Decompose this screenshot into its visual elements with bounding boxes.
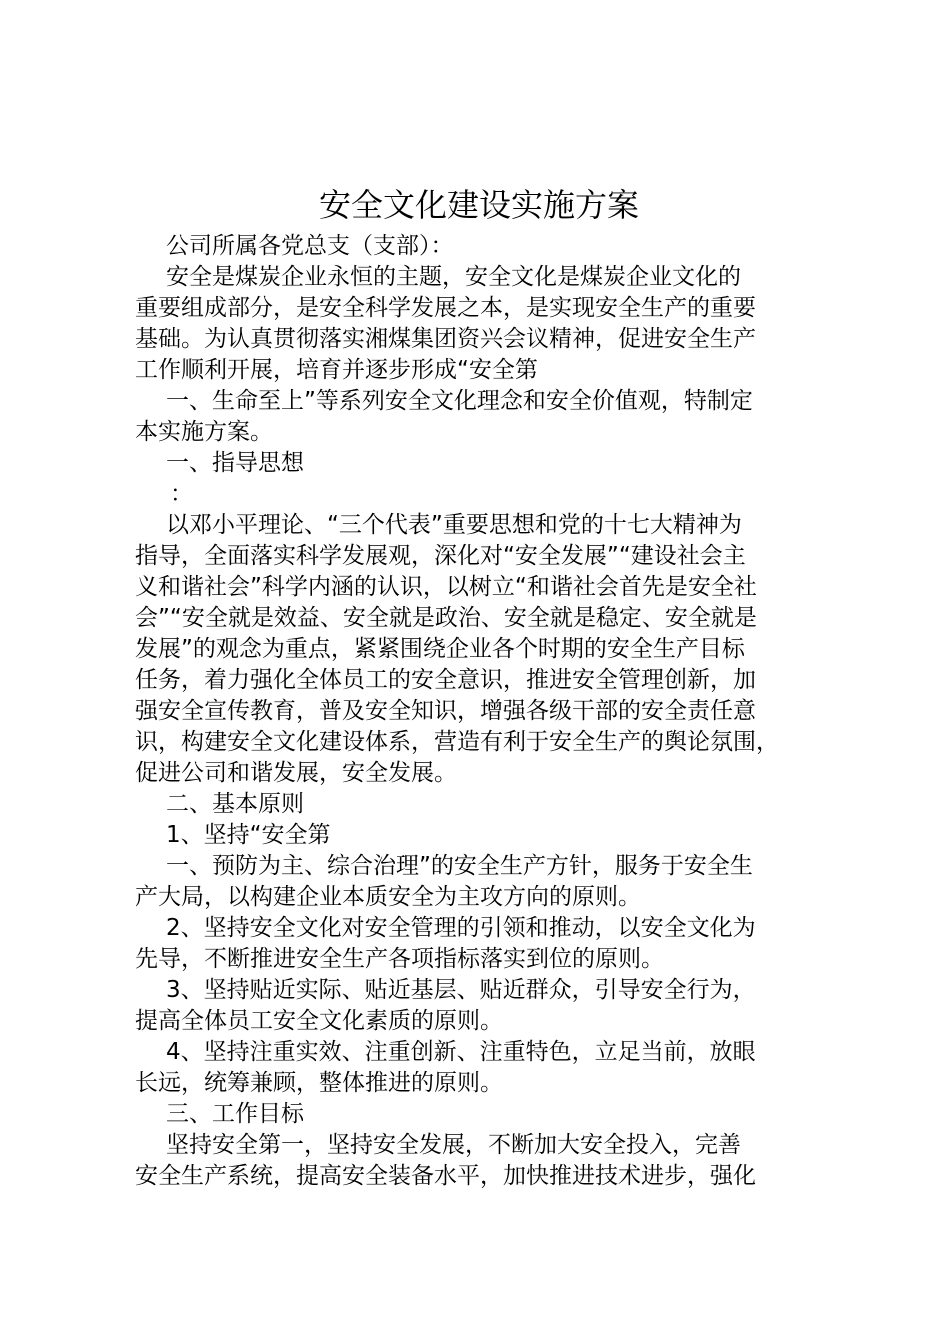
text-line: 以邓小平理论、“三个代表”重要思想和党的十七大精神为 [166,512,742,538]
section-heading: 三、工作目标 [166,1101,304,1127]
text-line: 义和谐社会”科学内涵的认识，以树立“和谐社会首先是安全社 [135,574,757,600]
text-line: 4、坚持注重实效、注重创新、注重特色，立足当前，放眼 [166,1039,756,1065]
text-line: 产大局，以构建企业本质安全为主攻方向的原则。 [135,884,641,910]
text-line: 先导，不断推进安全生产各项指标落实到位的原则。 [135,946,664,972]
text-line: 发展”的观念为重点，紧紧围绕企业各个时期的安全生产目标 [135,636,745,662]
text-line: 本实施方案。 [135,419,273,445]
text-line: 任务，着力强化全体员工的安全意识，推进安全管理创新，加 [135,667,756,693]
text-line: 一、预防为主、综合治理”的安全生产方针，服务于安全生 [166,853,753,879]
section-heading: 二、基本原则 [166,791,304,817]
text-line: 安全生产系统，提高安全装备水平，加快推进技术进步，强化 [135,1163,756,1189]
text-line: 指导，全面落实科学发展观，深化对“安全发展”“建设社会主 [135,543,746,569]
text-line: 基础。为认真贯彻落实湘煤集团资兴会议精神，促进安全生产 [135,326,756,352]
text-line: 强安全宣传教育，普及安全知识，增强各级干部的安全责任意 [135,698,756,724]
text-line: 会”“安全就是效益、安全就是政治、安全就是稳定、安全就是 [135,605,757,631]
document-title: 安全文化建设实施方案 [318,186,639,224]
text-line: 重要组成部分，是安全科学发展之本，是实现安全生产的重要 [135,295,756,321]
text-line: 坚持安全第一，坚持安全发展，不断加大安全投入，完善 [166,1132,741,1158]
section-heading: 一、指导思想 [166,450,304,476]
text-line: ： [170,481,193,507]
salutation-line: 公司所属各党总支（支部）： [166,233,454,259]
text-line: 提高全体员工安全文化素质的原则。 [135,1008,503,1034]
text-line: 1、坚持“安全第 [166,822,331,848]
text-line: 安全是煤炭企业永恒的主题，安全文化是煤炭企业文化的 [166,264,741,290]
text-line: 一、生命至上”等系列安全文化理念和安全价值观，特制定 [166,388,753,414]
text-line: 长远，统筹兼顾，整体推进的原则。 [135,1070,503,1096]
text-line: 2、坚持安全文化对安全管理的引领和推动，以安全文化为 [166,915,756,941]
text-line: 工作顺利开展，培育并逐步形成“安全第 [135,357,538,383]
text-line: 促进公司和谐发展，安全发展。 [135,760,457,786]
text-line: 识，构建安全文化建设体系，营造有利于安全生产的舆论氛围， [135,729,779,755]
text-line: 3、坚持贴近实际、贴近基层、贴近群众，引导安全行为， [166,977,756,1003]
